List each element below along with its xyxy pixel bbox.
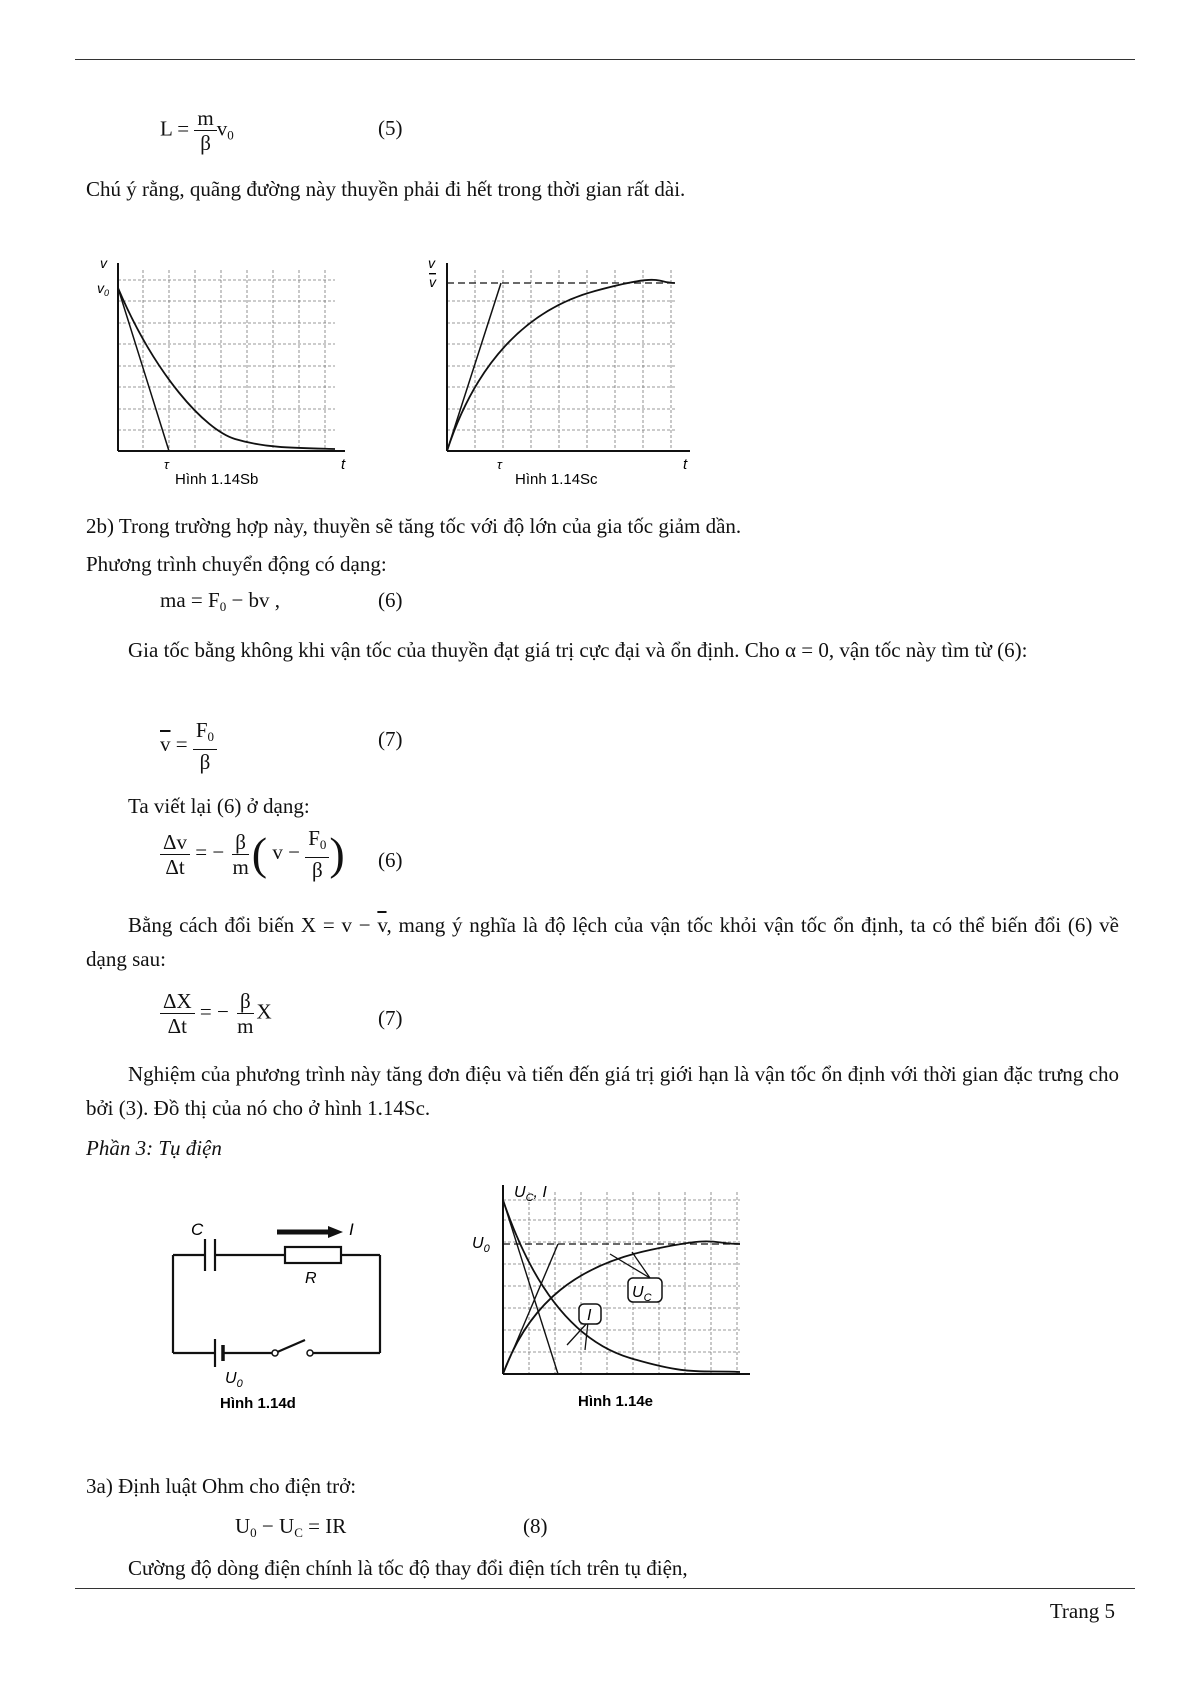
eq6b-frac2 bbox=[229, 830, 251, 879]
label-R: R bbox=[305, 1270, 317, 1287]
eq7b-frac1 bbox=[160, 989, 195, 1038]
fig-c-vbar: v bbox=[429, 274, 436, 290]
equation-6-rewritten bbox=[160, 826, 345, 882]
eq8-c: = IR bbox=[302, 1514, 347, 1538]
eq6b-frac3 bbox=[305, 826, 329, 882]
eq8-a-sub: 0 bbox=[250, 1525, 257, 1540]
fig-b-caption: Hình 1.14Sb bbox=[175, 471, 259, 488]
eq7b-den1: Δt bbox=[167, 1014, 187, 1038]
paragraph-change-variable bbox=[86, 908, 1119, 976]
eq5-lhs: L = bbox=[160, 116, 190, 141]
eq6b-num3 bbox=[305, 826, 329, 858]
equation-5 bbox=[160, 106, 234, 155]
eq8-a: U bbox=[235, 1514, 251, 1538]
eq7b-rhs: X bbox=[256, 999, 272, 1024]
change-text-a: Bằng cách đổi biến bbox=[128, 913, 301, 937]
eq6b-num2: β bbox=[232, 830, 249, 855]
eq7b-frac2 bbox=[234, 989, 256, 1038]
eq7-eq: = bbox=[175, 731, 188, 756]
label-uc: $U_C$ bbox=[632, 1284, 652, 1304]
paragraph-rewrite: Ta viết lại (6) ở dạng: bbox=[128, 794, 310, 818]
eq6b-den2: m bbox=[232, 854, 249, 879]
eq5-sub: 0 bbox=[227, 127, 234, 143]
eq7-num-text: F bbox=[195, 718, 208, 742]
figure-1-14sb bbox=[95, 255, 365, 495]
growth-curve bbox=[447, 280, 675, 451]
paragraph-accel bbox=[86, 633, 1119, 667]
equation-6 bbox=[160, 588, 280, 615]
eq5-label: (5) bbox=[378, 116, 403, 140]
fig-c-tau: τ bbox=[497, 457, 502, 472]
eq6b-num3-sub: 0 bbox=[319, 837, 327, 852]
eq5-rhs: v bbox=[216, 116, 228, 141]
change-text-b: , mang ý nghĩa là độ lệch của vận tốc khỏi vận tốc ổn định, ta có thể biến đổi (6) về dạng sau: bbox=[86, 913, 1119, 971]
part3-heading: Phần 3: Tụ điện bbox=[86, 1136, 222, 1160]
eq5-num: m bbox=[194, 106, 216, 131]
eq8-label: (8) bbox=[523, 1514, 548, 1538]
note-text: Chú ý rằng, quãng đường này thuyền phải đi hết trong thời gian rất dài. bbox=[86, 177, 686, 201]
fig-b-tau: τ bbox=[164, 457, 169, 472]
eq7b-den2: m bbox=[237, 1014, 254, 1038]
eq7-lhs: $\overline{v}$ bbox=[160, 731, 171, 756]
decay-curve bbox=[118, 288, 335, 449]
eq7-num-sub: 0 bbox=[207, 729, 215, 744]
paragraph-solution bbox=[86, 1057, 1119, 1125]
eq6b-frac1 bbox=[160, 830, 190, 879]
header-rule bbox=[75, 59, 1135, 60]
figure-1-14sc bbox=[425, 255, 705, 495]
eq6b-num3-text: F bbox=[308, 826, 320, 850]
eq7-label: (7) bbox=[378, 727, 403, 751]
label-u0: $U_0$ bbox=[472, 1235, 490, 1255]
eq7-num bbox=[193, 718, 217, 750]
eq5-den: β bbox=[200, 131, 211, 155]
page-number: Trang 5 bbox=[1049, 1599, 1115, 1623]
fig-b-v0: $v_0$ bbox=[97, 280, 110, 298]
figure-1-14e-graph bbox=[470, 1180, 760, 1415]
label-i: I bbox=[587, 1307, 592, 1324]
paragraph-solution-text: Nghiệm của phương trình này tăng đơn điệu và tiến đến giá trị giới hạn là vận tốc ổn định với thời gian đặc trưng cho bởi (3). Đồ thị của nó cho ở hình 1.14Sc. bbox=[86, 1062, 1119, 1120]
eq6-b: − bv , bbox=[226, 588, 281, 612]
label-U0: $U_0$ bbox=[225, 1370, 243, 1390]
equation-7 bbox=[160, 718, 217, 774]
eq7-fraction bbox=[193, 718, 217, 774]
fig-c-caption: Hình 1.14Sc bbox=[515, 471, 598, 488]
eq7b-num1: ΔX bbox=[160, 989, 195, 1014]
fig-c-xlabel: t bbox=[683, 456, 688, 473]
paragraph-current: Cường độ dòng điện chính là tốc độ thay đổi điện tích trên tụ điện, bbox=[128, 1556, 688, 1580]
eq6b-open-paren: ( bbox=[251, 828, 268, 879]
fig-b-xlabel: t bbox=[341, 456, 346, 473]
label-C: C bbox=[191, 1220, 204, 1239]
eq8-b: − U bbox=[256, 1514, 295, 1538]
eq6-sub: 0 bbox=[219, 599, 227, 614]
equation-8 bbox=[235, 1514, 346, 1541]
change-eq-vbar: $\overline{v}$ bbox=[377, 913, 387, 937]
fig-d-caption: Hình 1.14d bbox=[220, 1395, 296, 1412]
eq7-den: β bbox=[199, 750, 211, 774]
eq6b-den1: Δt bbox=[165, 854, 185, 879]
label-I: I bbox=[349, 1220, 354, 1239]
eq6b-num1: Δv bbox=[160, 830, 190, 855]
eq6b-close-paren: ) bbox=[329, 828, 345, 879]
axis-label: $U_C$, I bbox=[514, 1184, 547, 1204]
paragraph-motion: Phương trình chuyển động có dạng: bbox=[86, 552, 387, 576]
fig-c-ylabel: v bbox=[428, 255, 435, 271]
paragraph-3a: 3a) Định luật Ohm cho điện trở: bbox=[86, 1474, 357, 1498]
figure-1-14d-circuit bbox=[165, 1205, 395, 1415]
eq6b-den3: β bbox=[311, 858, 323, 882]
fig-e-caption: Hình 1.14e bbox=[578, 1393, 654, 1410]
i-tangent bbox=[503, 1200, 558, 1374]
tangent-line bbox=[447, 283, 501, 451]
eq5-fraction bbox=[194, 106, 216, 155]
eq7b-label: (7) bbox=[378, 1006, 403, 1030]
eq6-label: (6) bbox=[378, 588, 403, 612]
equation-7-rewritten bbox=[160, 989, 272, 1038]
eq7b-num2: β bbox=[237, 989, 254, 1014]
change-eq-part1: X = v − bbox=[300, 913, 378, 937]
eq8-b-sub: C bbox=[294, 1525, 303, 1540]
eq6b-mid: = − bbox=[195, 839, 225, 864]
paragraph-2b: 2b) Trong trường hợp này, thuyền sẽ tăng tốc với độ lớn của gia tốc giảm dần. bbox=[86, 514, 742, 538]
eq6b-inner: v − bbox=[272, 839, 300, 864]
fig-b-ylabel: v bbox=[100, 255, 107, 271]
eq7b-mid: = − bbox=[199, 999, 229, 1024]
eq6-a: ma = F bbox=[160, 588, 220, 612]
paragraph-accel-text: Gia tốc bằng không khi vận tốc của thuyền đạt giá trị cực đại và ổn định. Cho α = 0, vận tốc này tìm từ (6): bbox=[128, 638, 1028, 662]
footer-rule bbox=[75, 1588, 1135, 1589]
eq6b-label: (6) bbox=[378, 848, 403, 872]
